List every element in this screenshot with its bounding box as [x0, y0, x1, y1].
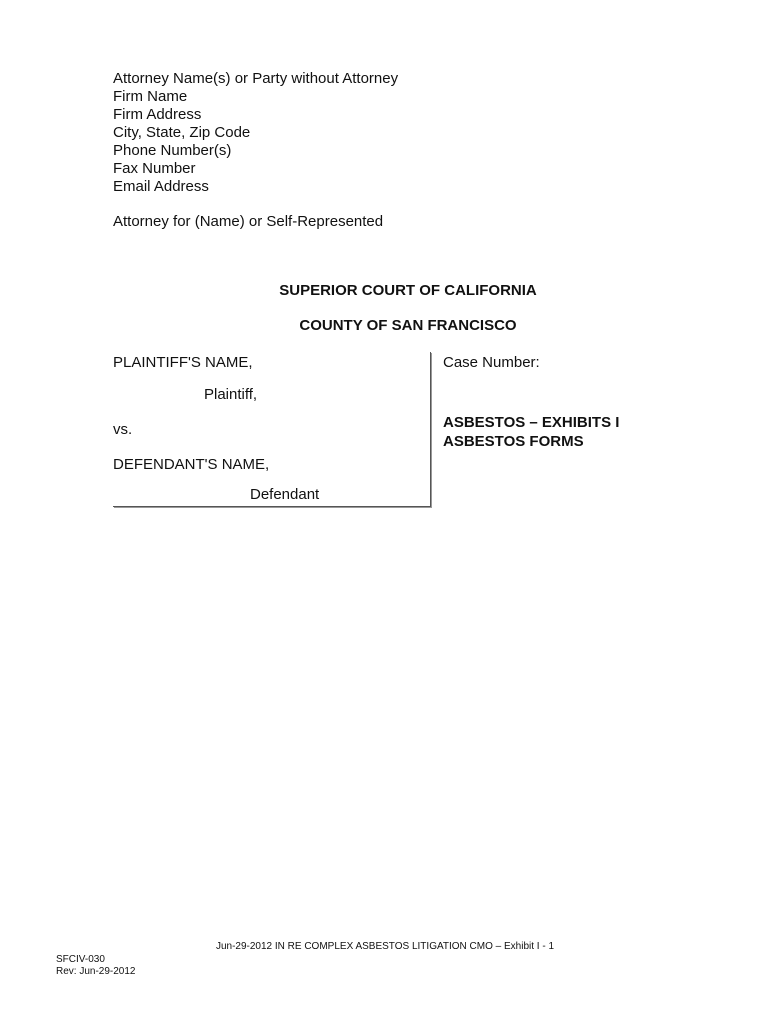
- form-identifier-block: [56, 954, 136, 978]
- plaintiff-role-label: Plaintiff,: [204, 386, 258, 403]
- versus-label: vs.: [113, 421, 133, 438]
- case-caption-box: [113, 352, 431, 507]
- court-name-heading: SUPERIOR COURT OF CALIFORNIA: [279, 282, 537, 299]
- document-title-line-1: ASBESTOS – EXHIBITS I: [443, 414, 620, 431]
- city-state-zip-line: City, State, Zip Code: [113, 124, 251, 141]
- case-number-label: Case Number:: [443, 354, 540, 371]
- form-revision: Rev: Jun-29-2012: [56, 966, 136, 977]
- document-title: [443, 413, 619, 451]
- fax-number-line: Fax Number: [113, 160, 196, 177]
- county-heading: COUNTY OF SAN FRANCISCO: [299, 317, 517, 334]
- attorney-info-block: [113, 70, 398, 196]
- form-id: SFCIV-030: [56, 954, 105, 965]
- firm-name-line: Firm Name: [113, 88, 188, 105]
- page-footer-text: Jun-29-2012 IN RE COMPLEX ASBESTOS LITIGATION CMO – Exhibit I - 1: [215, 941, 555, 952]
- plaintiff-name: PLAINTIFF'S NAME,: [113, 354, 253, 371]
- phone-number-line: Phone Number(s): [113, 142, 232, 159]
- defendant-role-label: Defendant: [250, 486, 320, 503]
- firm-address-line: Firm Address: [113, 106, 202, 123]
- attorney-name-line: Attorney Name(s) or Party without Attorney: [113, 70, 399, 87]
- document-title-line-2: ASBESTOS FORMS: [443, 433, 584, 450]
- email-address-line: Email Address: [113, 178, 209, 195]
- attorney-for-line: Attorney for (Name) or Self-Represented: [113, 213, 384, 230]
- defendant-name: DEFENDANT'S NAME,: [113, 456, 270, 473]
